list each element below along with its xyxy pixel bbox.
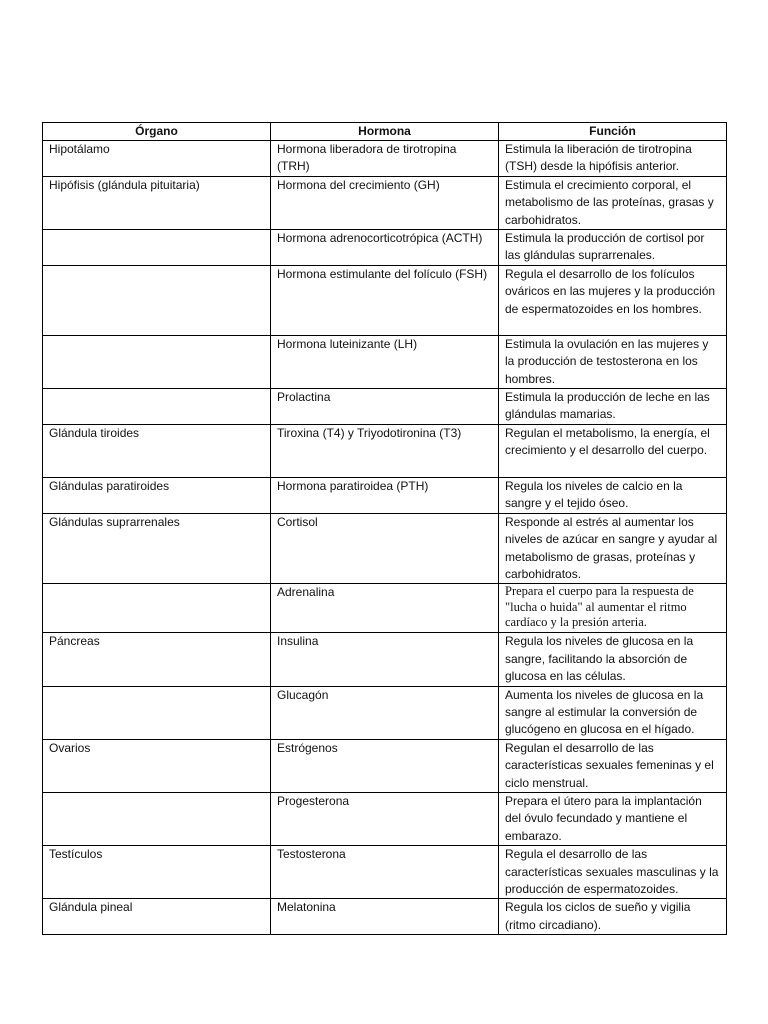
table-row (43, 335, 727, 388)
function-cell: Aumenta los niveles de glucosa en la sangre al estimular la conversión de glucógeno en glucosa en el hígado. (499, 686, 727, 739)
hormone-cell: Tiroxina (T4) y Triyodotironina (T3) (271, 424, 499, 477)
organ-cell (43, 389, 271, 425)
organ-cell: Glándulas paratiroides (43, 477, 271, 513)
table-row (43, 686, 727, 739)
organ-cell: Glándula tiroides (43, 424, 271, 477)
table-row (43, 176, 727, 229)
table-row (43, 265, 727, 335)
organ-cell: Glándulas suprarrenales (43, 513, 271, 584)
table-row (43, 230, 727, 266)
function-cell: Estimula el crecimiento corporal, el metabolismo de las proteínas, grasas y carbohidratos. (499, 176, 727, 229)
column-header-funcion: Función (499, 123, 727, 141)
function-cell: Responde al estrés al aumentar los niveles de azúcar en sangre y ayudar al metabolismo de grasas, proteínas y carbohidratos. (499, 513, 727, 584)
function-cell: Estimula la producción de cortisol por las glándulas suprarrenales. (499, 230, 727, 266)
function-cell: Regula el desarrollo de los folículos ováricos en las mujeres y la producción de espermatozoides en los hombres. (499, 265, 727, 335)
organ-cell (43, 686, 271, 739)
organ-cell: Ovarios (43, 739, 271, 792)
hormone-cell: Adrenalina (271, 584, 499, 633)
function-cell: Regula los niveles de glucosa en la sangre, facilitando la absorción de glucosa en las células. (499, 633, 727, 686)
hormone-cell: Hormona del crecimiento (GH) (271, 176, 499, 229)
function-cell: Prepara el cuerpo para la respuesta de "lucha o huida" al aumentar el ritmo cardíaco y la presión arteria. (499, 584, 727, 633)
table-row (43, 477, 727, 513)
hormone-cell: Melatonina (271, 899, 499, 935)
function-cell: Regula el desarrollo de las características sexuales masculinas y la producción de espermatozoides. (499, 846, 727, 899)
hormone-cell: Insulina (271, 633, 499, 686)
hormone-cell: Progesterona (271, 792, 499, 845)
hormone-cell: Estrógenos (271, 739, 499, 792)
function-cell: Estimula la liberación de tirotropina (TSH) desde la hipófisis anterior. (499, 141, 727, 177)
organ-cell (43, 265, 271, 335)
function-cell: Regulan el metabolismo, la energía, el crecimiento y el desarrollo del cuerpo. (499, 424, 727, 477)
function-cell: Regula los ciclos de sueño y vigilia (ritmo circadiano). (499, 899, 727, 935)
function-cell: Prepara el útero para la implantación del óvulo fecundado y mantiene el embarazo. (499, 792, 727, 845)
hormone-cell: Cortisol (271, 513, 499, 584)
table-header-row (43, 123, 727, 141)
organ-cell: Hipotálamo (43, 141, 271, 177)
hormone-cell: Hormona luteinizante (LH) (271, 335, 499, 388)
table-row (43, 513, 727, 584)
organ-cell (43, 584, 271, 633)
column-header-organo: Órgano (43, 123, 271, 141)
hormone-cell: Hormona adrenocorticotrópica (ACTH) (271, 230, 499, 266)
hormone-cell: Hormona liberadora de tirotropina (TRH) (271, 141, 499, 177)
organ-cell: Glándula pineal (43, 899, 271, 935)
hormone-cell: Glucagón (271, 686, 499, 739)
table-row (43, 389, 727, 425)
organ-cell: Hipófisis (glándula pituitaria) (43, 176, 271, 229)
organ-cell: Testículos (43, 846, 271, 899)
table-row (43, 792, 727, 845)
organ-cell (43, 792, 271, 845)
function-cell: Regulan el desarrollo de las características sexuales femeninas y el ciclo menstrual. (499, 739, 727, 792)
table-row (43, 899, 727, 935)
hormone-cell: Hormona paratiroidea (PTH) (271, 477, 499, 513)
organ-cell (43, 230, 271, 266)
hormone-cell: Hormona estimulante del folículo (FSH) (271, 265, 499, 335)
table-row (43, 739, 727, 792)
organ-cell (43, 335, 271, 388)
column-header-hormona: Hormona (271, 123, 499, 141)
function-cell: Regula los niveles de calcio en la sangre y el tejido óseo. (499, 477, 727, 513)
hormone-table (42, 122, 727, 935)
hormone-cell: Testosterona (271, 846, 499, 899)
table-row (43, 141, 727, 177)
hormone-cell: Prolactina (271, 389, 499, 425)
function-cell: Estimula la producción de leche en las glándulas mamarias. (499, 389, 727, 425)
table-row (43, 584, 727, 633)
table-row (43, 633, 727, 686)
table-row (43, 424, 727, 477)
function-cell: Estimula la ovulación en las mujeres y la producción de testosterona en los hombres. (499, 335, 727, 388)
organ-cell: Páncreas (43, 633, 271, 686)
table-row (43, 846, 727, 899)
